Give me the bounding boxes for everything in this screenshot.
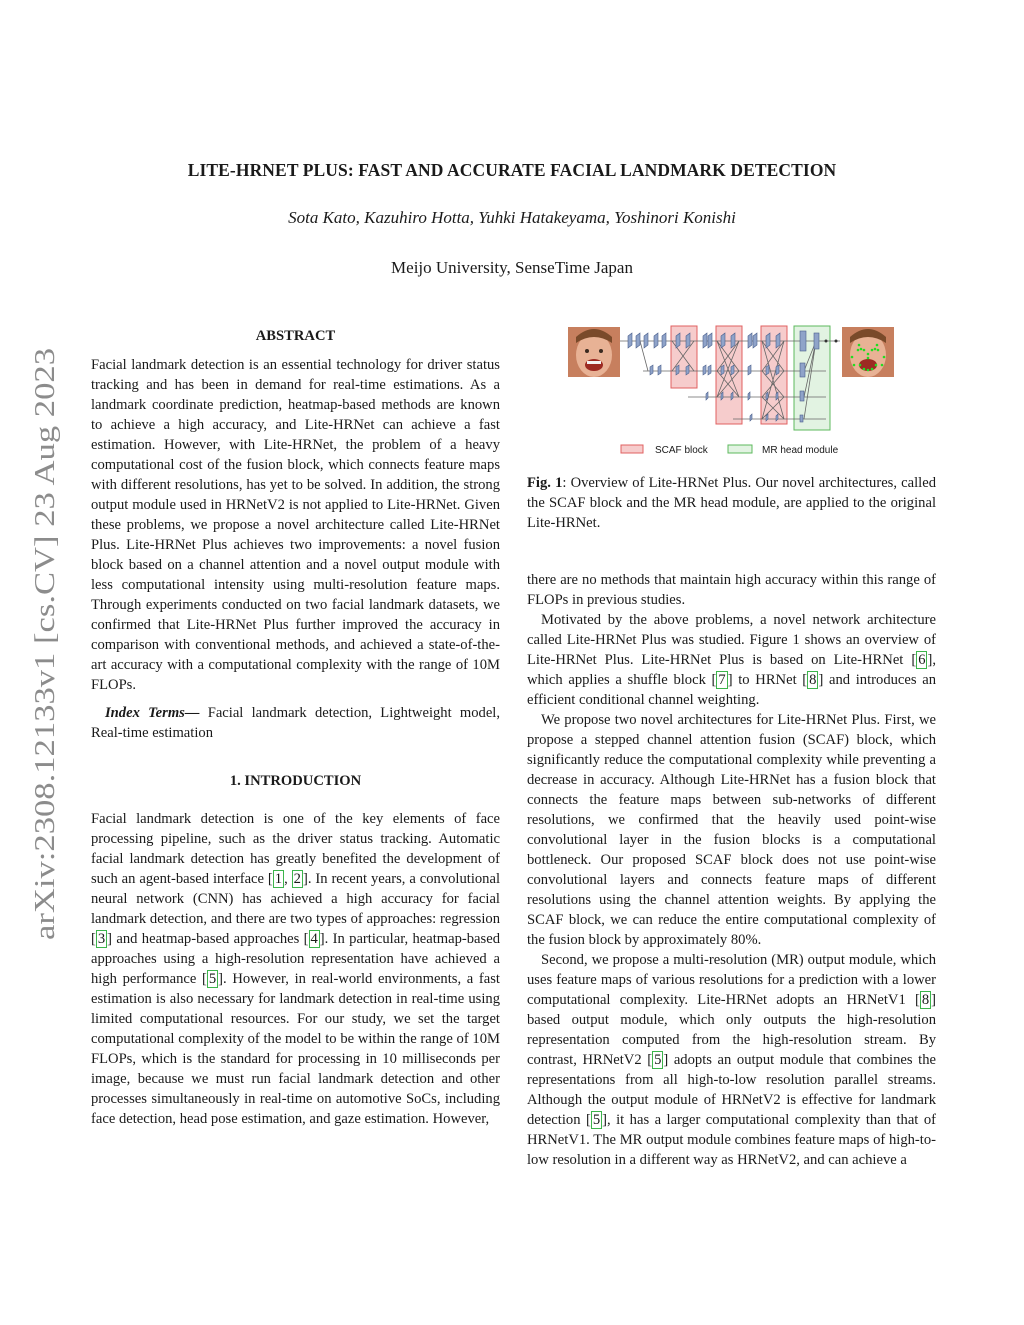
output-face-image [842,327,894,377]
abstract-text: Facial landmark detection is an essential technology for driver status tracking and has been in demand for real-time estimations. As a landmark coordinate prediction, heatmap-based methods are known to achieve a high accuracy, and Lite-HRNet can achieve a fast estimation. However, with Lite-HRNet, the problem of a heavy computational cost of the fusion block, which connects feature maps with different resolutions, has yet to be solved. In addition, the strong output module used in HRNetV2 is not applied to Lite-HRNet. Given these problems, we propose a novel architecture called Lite-HRNet Plus. Lite-HRNet Plus achieves two improvements: a novel fusion block based on a channel attention and a novel output module with less computational intensity using multi-resolution feature maps. Through experiments conducted on two facial landmark datasets, we confirmed that Lite-HRNet Plus further improved the accuracy in comparison with conventional methods, and achieved a state-of-the-art accuracy with a computational complexity with the range of 10M FLOPs. [91,357,500,693]
citation-link[interactable]: 5 [208,971,217,987]
index-terms-label: Index Terms— [105,705,200,721]
caption-label: Fig. 1 [527,475,563,491]
intro-paragraph-1-continued: there are no methods that maintain high accuracy within this range of FLOPs in previous studies. [527,572,936,608]
abstract-heading: ABSTRACT [255,328,336,344]
citation-link[interactable]: 6 [918,652,926,668]
affiliation: Meijo University, SenseTime Japan [391,258,633,277]
input-face-image [568,327,620,377]
figure-legend [621,445,839,456]
citation-link[interactable]: 7 [718,672,726,688]
citation-link[interactable]: 3 [97,931,106,947]
arxiv-id: arXiv:2308.12133v1 [cs.CV] 23 Aug 2023 [29,443,61,940]
intro-paragraph-2: Motivated by the above problems, a novel network architecture called Lite-HRNet Plus was studied. Figure 1 shows an overview of Lite-HRNet Plus. Lite-HRNet Plus is based on Lite-HRNet [ 6 ], which applies a shuffle block [ 7 ] to HRNet [ 8 ] and introduces an efficient conditional channel weighting. [527,612,936,708]
citation-link[interactable]: 1 [274,871,283,887]
right-column [527,570,936,1170]
paper-title: LITE-HRNET PLUS: FAST AND ACCURATE FACIAL LANDMARK DETECTION [187,160,837,180]
figure-1 [568,323,898,463]
left-column [91,326,500,1129]
citation-link[interactable]: 2 [293,871,301,887]
caption-text: : Overview of Lite-HRNet Plus. Our novel architectures, called the SCAF block and the MR head module, are applied to the original Lite-HRNet. [527,475,936,531]
intro-heading: 1. INTRODUCTION [229,773,362,789]
intro-paragraph-4: Second, we propose a multi-resolution (MR) output module, which uses feature maps of various resolutions for a prediction with a lower computational complexity. Lite-HRNet adopts an HRNetV1 [ 8 ] based output module, which only outputs the high-resolution representation computed from the high-resolution stream. By contrast, HRNetV2 [ 5 ] adopts an output module that combines the representations from all high-to-low resolution parallel streams. Although the output module of HRNetV2 is effective for landmark detection [ 5 ], it has a larger computational complexity than that of HRNetV1. The MR output module combines feature maps of high-to-low resolution in a different way as HRNetV2, and can achieve a [527,952,936,1168]
citation-link[interactable]: 8 [921,992,930,1008]
citation-link[interactable]: 8 [809,672,817,688]
arxiv-sidebar [28,345,62,940]
intro-paragraph-3: We propose two novel architectures for Lite-HRNet Plus. First, we propose a stepped channel attention fusion (SCAF) block, which significantly reduce the computational complexity while preventing a decrease in accuracy. Although Lite-HRNet has a fusion block that connects the feature maps between sub-networks of different resolutions, we confirmed that the heavily used point-wise convolutional layer in the fusion blocks is a computational bottleneck. Our proposed SCAF block does not use point-wise convolutional layers and connects feature maps of different resolutions using the channel attention weights. By applying the SCAF block, we can reduce the entire computational complexity of the fusion block by approximately 80%. [527,712,936,948]
author-list: Sota Kato, Kazuhiro Hotta, Yuhki Hatakeyama, Yoshinori Konishi [288,208,736,227]
index-terms-text: Facial landmark detection, Lightweight model, Real-time estimation [91,705,501,741]
citation-link[interactable]: 5 [654,1052,662,1068]
intro-paragraph-1: Facial landmark detection is one of the key elements of face processing pipeline, such as the driver status tracking. Automatic facial landmark detection has greatly benefited the development of such an agent-based interface [ 1 , 2 ]. In recent years, a convolutional neural network (CNN) has achieved a high accuracy for facial landmark detection, and there are two types of approaches: regression [ 3 ] and heatmap-based approaches [ 4 ]. In particular, heatmap-based approaches using a high-resolution representation have achieved a high performance [ 5 ]. However, in real-world environments, a fast estimation is also necessary for landmark detection in real-time using limited computational resources. For our study, we set the target computational complexity of the model to be within the range of 10M FLOPs, which is the standard for processing in 10 milliseconds per image, because we must run facial landmark detection and other processes simultaneously in real-time on automotive SoCs, including face detection, head pose estimation, and gaze estimation. However, [91,811,501,1127]
legend-mr-label: MR head module [762,445,839,456]
index-terms [91,703,500,743]
mr-head-module [794,326,830,430]
citation-link[interactable]: 4 [310,931,318,947]
legend-scaf-label: SCAF block [655,445,708,456]
citation-link[interactable]: 5 [592,1112,601,1128]
figure-caption [527,473,936,533]
